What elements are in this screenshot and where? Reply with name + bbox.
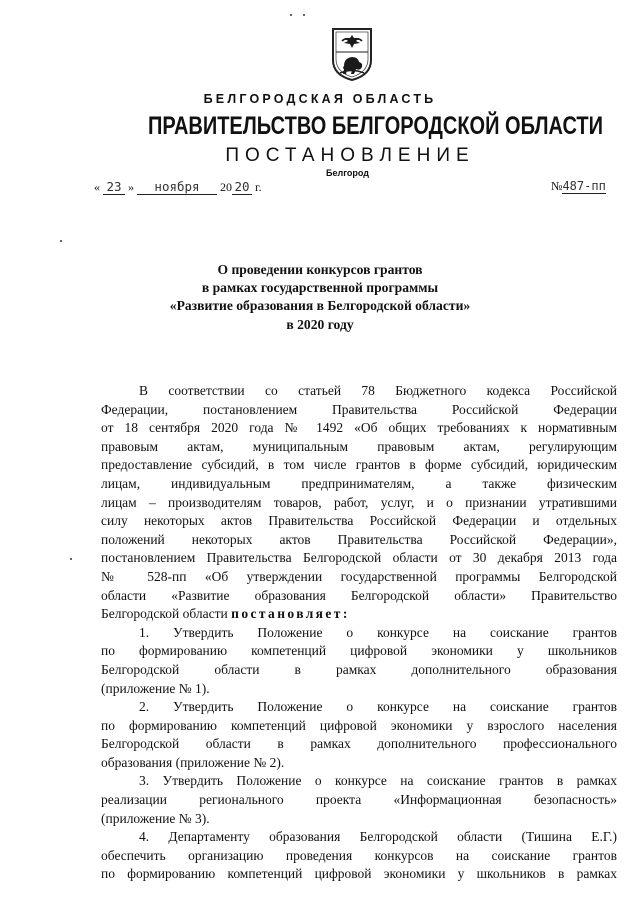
body-line: Федерации, постановлением Правительства Российской Федерации: [101, 401, 617, 417]
coat-of-arms-icon: [330, 26, 374, 82]
date-open-quote: «: [94, 180, 100, 194]
date-year-prefix: 20: [220, 180, 232, 194]
body-line: по формированию компетенций цифровой экономики у школьников: [101, 643, 617, 659]
body-line: 4. Департаменту образования Белгородской области (Тишина Е.Г.): [139, 829, 617, 845]
date-month: ноября: [137, 179, 217, 195]
body-line: лицам, индивидуальным предпринимателям, а также физическим: [101, 475, 617, 491]
body-line: 2. Утвердить Положение о конкурсе на соискание грантов: [139, 699, 617, 715]
body-line: образования (приложение № 2).: [101, 754, 285, 770]
body-line: (приложение № 3).: [101, 810, 210, 826]
decree-number: [551, 179, 606, 194]
title-line: в рамках государственной программы: [201, 280, 439, 296]
document-type: ПОСТАНОВЛЕНИЕ: [225, 145, 475, 166]
decree-body: [101, 382, 617, 884]
body-line: 1. Утвердить Положение о конкурсе на соискание грантов: [139, 624, 617, 640]
date-close-quote: »: [128, 180, 134, 194]
date-year-suffix: 20: [232, 179, 252, 195]
resolves-keyword: постановляет:: [231, 606, 350, 622]
number-value: 487-пп: [562, 179, 606, 193]
decree-title: [160, 261, 480, 334]
date-day: 23: [103, 179, 125, 195]
body-line: Белгородской области в рамках дополнительного образования: [101, 661, 617, 677]
body-line: 3. Утвердить Положение о конкурсе на соискание грантов в рамках: [139, 773, 617, 789]
body-line: области «Развитие образования Белгородской области» Правительство: [101, 587, 617, 603]
body-line: предоставление субсидий, в том числе грантов в форме субсидий, юридическим: [101, 457, 617, 473]
body-line: положений некоторых актов Правительства Российской Федерации»,: [101, 531, 617, 547]
government-name: ПРАВИТЕЛЬСТВО БЕЛГОРОДСКОЙ ОБЛАСТИ: [148, 112, 603, 140]
body-line: лицам – производителям товаров, работ, услуг, и о признании утратившими: [101, 494, 617, 510]
decree-date: [94, 179, 262, 195]
date-year-mark: г.: [255, 180, 262, 194]
body-line: № 528-пп «Об утверждении государственной программы Белгородской: [101, 568, 617, 584]
title-line: «Развитие образования в Белгородской области»: [169, 298, 471, 314]
title-line: О проведении конкурсов грантов: [217, 262, 423, 277]
resolving-party: Белгородской области: [101, 606, 228, 622]
body-line: [101, 605, 617, 624]
body-line: Белгородской области в рамках дополнительного профессионального: [101, 736, 617, 752]
body-line: по формированию компетенций цифровой экономики у взрослого населения: [101, 717, 617, 733]
title-line: в 2020 году: [286, 316, 354, 332]
body-line: постановлением Правительства Белгородской области от 30 декабря 2013 года: [101, 550, 617, 566]
number-label: №: [551, 179, 563, 193]
body-line: правовым актам, муниципальным правовым актам, регулирующим: [101, 438, 617, 454]
body-line: от 18 сентября 2020 года № 1492 «Об общих требованиях к нормативным: [101, 420, 617, 436]
issuing-city: Белгород: [326, 168, 369, 178]
body-line: по формированию компетенций цифровой экономики у школьников в рамках: [101, 866, 617, 882]
body-line: обеспечить организацию проведения конкурсов на соискание грантов: [101, 847, 617, 863]
body-line: (приложение № 1).: [101, 680, 210, 696]
body-line: силу некоторых актов Правительства Российской Федерации и отдельных: [101, 513, 617, 529]
body-line: реализации регионального проекта «Информационная безопасность»: [101, 792, 617, 808]
body-line: В соответствии со статьей 78 Бюджетного кодекса Российской: [139, 383, 617, 398]
region-name: БЕЛГОРОДСКАЯ ОБЛАСТЬ: [203, 92, 437, 106]
